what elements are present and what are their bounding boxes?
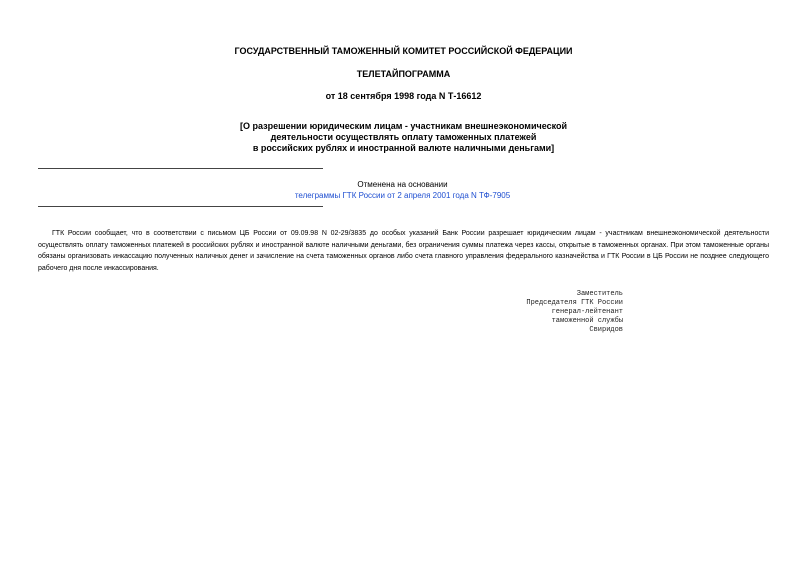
- document-subject: [0, 121, 807, 154]
- signature-line: Заместитель: [576, 290, 623, 298]
- document-date-number: от 18 сентября 1998 года N Т-16612: [325, 91, 482, 101]
- subject-line: деятельности осуществлять оплату таможенных платежей: [270, 132, 537, 142]
- divider-bottom: [38, 206, 323, 207]
- signature-line: Председателя ГТК России: [526, 299, 623, 307]
- document-type: ТЕЛЕТАЙПОГРАММА: [356, 69, 451, 79]
- signature-line: таможенной службы: [551, 317, 623, 325]
- subject-line: [О разрешении юридическим лицам - участникам внешнеэкономической: [239, 121, 568, 131]
- cancellation-label: Отменена на основании: [357, 180, 448, 189]
- cancellation-link[interactable]: телеграммы ГТК России от 2 апреля 2001 года N ТФ-7905: [294, 191, 511, 200]
- divider-top: [38, 168, 323, 169]
- organization-title: ГОСУДАРСТВЕННЫЙ ТАМОЖЕННЫЙ КОМИТЕТ РОССИЙСКОЙ ФЕДЕРАЦИИ: [234, 46, 573, 56]
- signature-line: генерал-лейтенант: [551, 308, 623, 316]
- signature-line: Свиридов: [589, 326, 623, 334]
- body-paragraph: ГТК России сообщает, что в соответствии с письмом ЦБ России от 09.09.98 N 02-29/3835 до особых указаний Банк России разрешает юридическим лицам - участникам внешнеэкономической деятельности осуществлять оплату таможенных платежей в российских рублях и иностранной валюте наличными деньгами, без ограничения суммы платежа через кассы, открытые в таможенных органах. При этом таможенные органы обязаны организовать инкассацию полученных наличных денег и зачисление на счета таможенных органов либо счета главного управления федерального казначейства и ГТК России в ЦБ России не позднее следующего рабочего дня после инкассирования.: [38, 230, 769, 272]
- subject-line: в российских рублях и иностранной валюте наличными деньгами]: [252, 143, 555, 153]
- signature-block: [440, 290, 623, 335]
